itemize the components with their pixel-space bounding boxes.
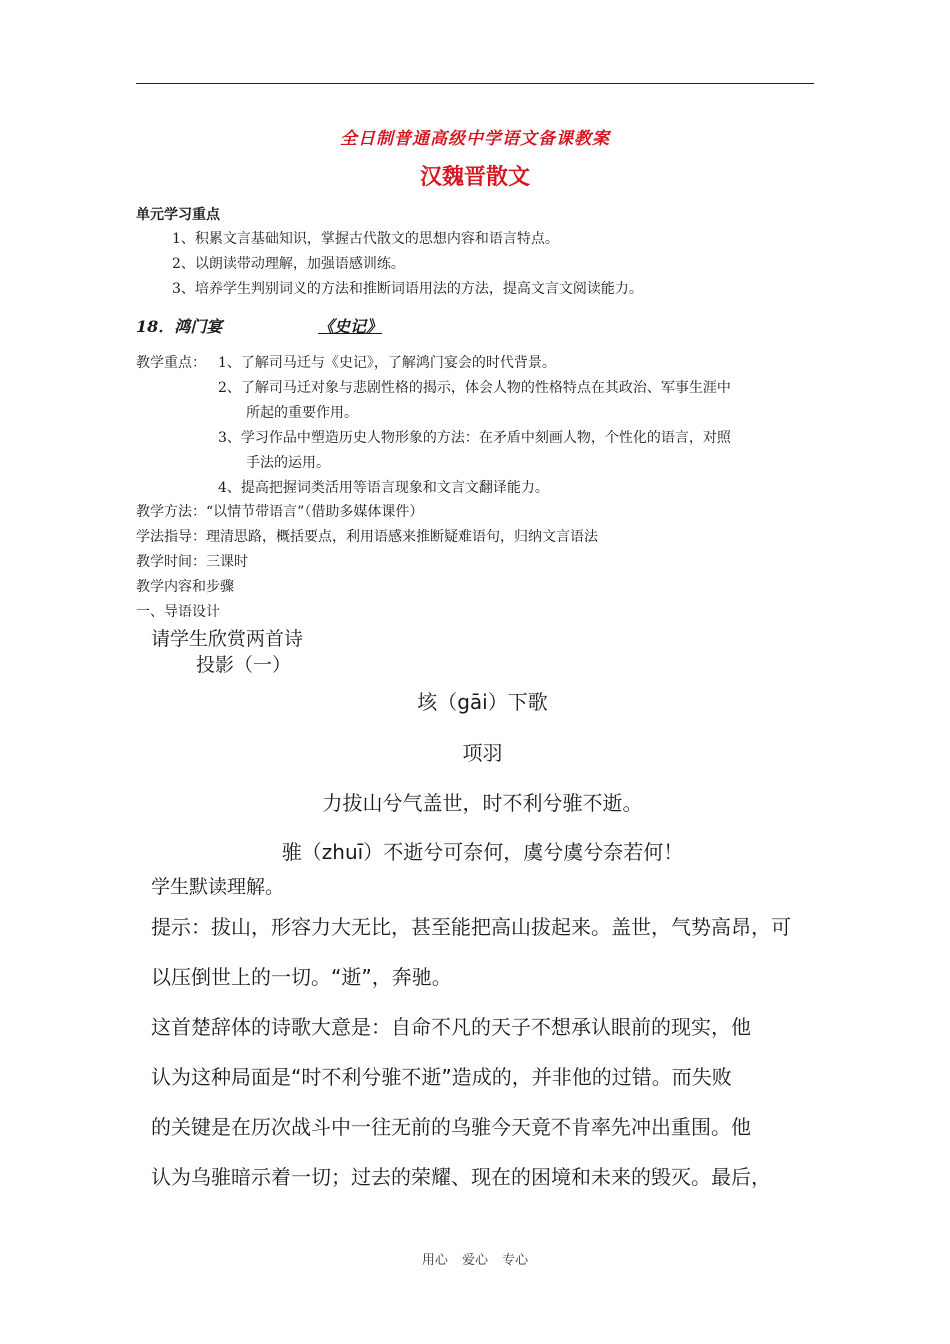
meaning-line-3: 的关键是在历次战斗中一往无前的乌骓今天竟不肯率先冲出重围。他 <box>151 1115 751 1139</box>
focus-item-3-cont: 手法的运用。 <box>246 455 330 471</box>
focus-item-2: 2、了解司马迁对象与悲剧性格的揭示，体会人物的性格特点在其政治、军事生涯中 <box>218 380 731 396</box>
focus-item-4: 4、提高把握词类活用等语言现象和文言文翻译能力。 <box>218 480 549 496</box>
teaching-steps: 教学内容和步骤 <box>136 579 234 595</box>
poem-line-2: 骓（zhuī）不逝兮可奈何，虞兮虞兮奈若何！ <box>281 840 684 864</box>
lesson-title: 18．鸿门宴 <box>136 317 223 336</box>
hint-text-2: 以压倒世上的一切。“逝”，奔驰。 <box>151 965 452 989</box>
unit-heading: 单元学习重点 <box>136 207 220 223</box>
doc-subtitle: 全日制普通高级中学语文备课教案 <box>340 129 610 149</box>
focus-item-1: 1、了解司马迁与《史记》，了解鸿门宴会的时代背景。 <box>218 355 556 371</box>
poem-line-1: 力拔山兮气盖世，时不利兮骓不逝。 <box>322 791 643 815</box>
top-rule <box>136 83 814 84</box>
intro-line-1: 请学生欣赏两首诗 <box>151 628 304 650</box>
hint-text-1: 拔山，形容力大无比，甚至能把高山拔起来。盖世，气势高昂，可 <box>211 915 791 939</box>
focus-item-3: 3、学习作品中塑造历史人物形象的方法：在矛盾中刻画人物，个性化的语言，对照 <box>218 430 731 446</box>
lesson-source: 《史记》 <box>318 317 383 336</box>
doc-title: 汉魏晋散文 <box>419 165 530 190</box>
focus-label: 教学重点： <box>136 355 206 371</box>
meaning-line-2: 认为这种局面是“时不利兮骓不逝”造成的，并非他的过错。而失败 <box>151 1065 732 1089</box>
hint-label: 提示： <box>151 915 211 939</box>
unit-point-1: 1、积累文言基础知识，掌握古代散文的思想内容和语言特点。 <box>172 231 559 247</box>
teaching-time: 教学时间：三课时 <box>136 554 248 570</box>
study-guide: 学法指导：理清思路，概括要点，利用语感来推断疑难语句，归纳文言语法 <box>136 529 598 545</box>
meaning-line-1 <box>151 1011 751 1040</box>
focus-item-2-cont: 所起的重要作用。 <box>246 405 358 421</box>
read-instruction: 学生默读理解。 <box>151 876 285 898</box>
meaning-line-4: 认为乌骓暗示着一切；过去的荣耀、现在的困境和未来的毁灭。最后， <box>151 1165 771 1189</box>
meaning-lead: 这首楚辞体的诗歌大意是： <box>151 1015 391 1039</box>
unit-point-2: 2、以朗读带动理解，加强语感训练。 <box>172 256 405 272</box>
poem-title: 垓（gāi）下歌 <box>417 690 548 714</box>
meaning-text-1: 自命不凡的天子不想承认眼前的现实，他 <box>391 1015 751 1039</box>
poem-author: 项羽 <box>462 741 503 765</box>
unit-point-3: 3、培养学生判别词义的方法和推断词语用法的方法，提高文言文阅读能力。 <box>172 281 643 297</box>
teaching-method: 教学方法：“以情节带语言”（借助多媒体课件） <box>136 504 424 520</box>
page-footer: 用心 爱心 专心 <box>421 1253 529 1268</box>
hint-paragraph <box>151 911 791 940</box>
intro-line-2: 投影（一） <box>196 654 292 676</box>
section-intro-heading: 一、导语设计 <box>136 604 220 620</box>
